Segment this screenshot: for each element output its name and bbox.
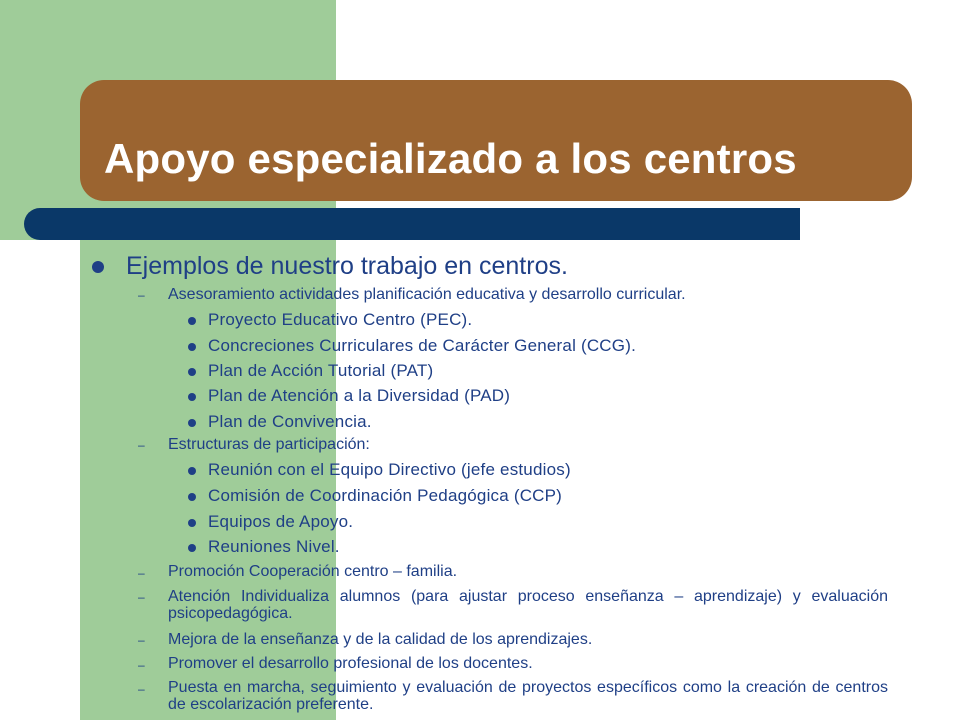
list-item: Plan de Acción Tutorial (PAT) [208,361,434,380]
dash-icon: – [138,288,145,302]
bullet-icon [188,393,196,401]
dash-item: Promoción Cooperación centro – familia. [168,563,458,580]
list-item: Reuniones Nivel. [208,537,340,556]
section1-label: Asesoramiento actividades planificación educativa y desarrollo curricular. [168,286,686,303]
dash-icon: – [138,658,145,672]
bullet-icon [188,493,196,501]
bullet-icon [92,261,104,273]
dash-icon: – [138,566,145,580]
section2-label: Estructuras de participación: [168,436,370,453]
dash-item: Promover el desarrollo profesional de los docentes. [168,655,533,672]
list-item: Plan de Convivencia. [208,412,372,431]
dash-icon: – [138,633,145,647]
bullet-icon [188,519,196,527]
bullet-icon [188,317,196,325]
slide-title: Apoyo especializado a los centros [104,135,797,182]
bullet-icon [188,544,196,552]
bullet-icon [188,368,196,376]
dash-item: Atención Individualiza alumnos (para ajustar proceso enseñanza – aprendizaje) y evaluación psicopedagógica. [168,588,888,622]
list-item: Concreciones Curriculares de Carácter General (CCG). [208,336,636,355]
dash-icon: – [138,438,145,452]
dash-item: Puesta en marcha, seguimiento y evaluación de proyectos específicos como la creación de centros de escolarización preferente. [168,679,888,713]
list-item: Plan de Atención a la Diversidad (PAD) [208,386,511,405]
dash-icon: – [138,590,145,604]
bullet-icon [188,343,196,351]
dash-icon: – [138,682,145,696]
list-item: Equipos de Apoyo. [208,512,354,531]
main-heading: Ejemplos de nuestro trabajo en centros. [126,252,568,280]
list-item: Reunión con el Equipo Directivo (jefe estudios) [208,460,571,479]
list-item: Comisión de Coordinación Pedagógica (CCP) [208,486,563,505]
dash-item: Mejora de la enseñanza y de la calidad de los aprendizajes. [168,631,593,648]
list-item: Proyecto Educativo Centro (PEC). [208,310,473,329]
bullet-icon [188,419,196,427]
bullet-icon [188,467,196,475]
